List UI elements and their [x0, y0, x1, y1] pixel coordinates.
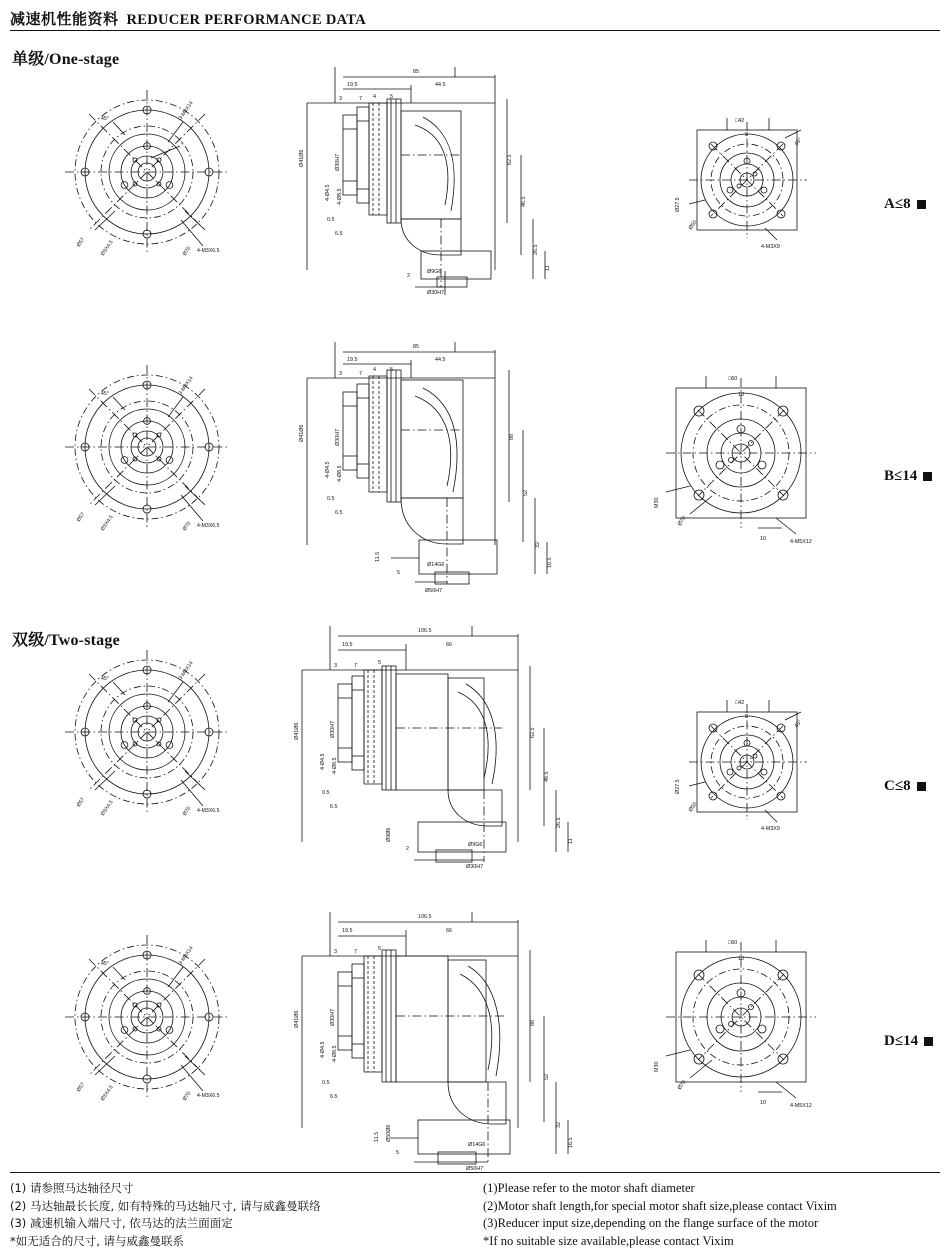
svg-text:11: 11	[545, 265, 551, 271]
svg-text:0.5: 0.5	[322, 1080, 330, 1086]
svg-text:4-Ø4.5: 4-Ø4.5	[325, 461, 331, 478]
drawing-row-b-rear-view	[650, 368, 850, 568]
svg-text:Ø57: Ø57	[75, 511, 87, 524]
footnote-en-1: (1)Please refer to the motor shaft diameter	[483, 1181, 695, 1195]
svg-text:3-M8X14: 3-M8X14	[177, 945, 195, 967]
svg-text:M30: M30	[654, 1061, 660, 1072]
svg-text:11.5: 11.5	[374, 1131, 380, 1142]
svg-text:Ø57: Ø57	[75, 236, 87, 249]
square-marker-icon	[923, 472, 932, 481]
svg-text:Ø70: Ø70	[181, 245, 193, 258]
svg-text:7: 7	[354, 663, 357, 669]
svg-text:32: 32	[556, 1122, 562, 1128]
svg-text:3: 3	[339, 96, 342, 102]
header-title-cn: 减速机性能资料	[10, 10, 119, 28]
footnote-en-4: *If no suitable size available,please contact Vixim	[483, 1233, 734, 1248]
svg-text:85: 85	[413, 69, 419, 75]
svg-text:5: 5	[396, 1150, 399, 1156]
svg-text:3: 3	[339, 371, 342, 377]
svg-text:45°: 45°	[101, 676, 109, 682]
svg-text:Ø3X4.5: Ø3X4.5	[99, 1084, 115, 1103]
section-label-two-stage: 双级/Two-stage	[12, 632, 120, 649]
square-marker-icon	[924, 1037, 933, 1046]
footnote-cn-2: (2) 马达轴最长长度, 如有特殊的马达轴尺寸, 请与威鑫曼联络	[10, 1198, 321, 1213]
svg-text:Ø41Ø6: Ø41Ø6	[299, 149, 305, 167]
svg-text:62.5: 62.5	[530, 727, 536, 738]
header-divider	[10, 30, 940, 31]
svg-text:Ø50H7: Ø50H7	[425, 588, 443, 594]
svg-text:□60: □60	[728, 940, 738, 946]
svg-text:Ø9G6: Ø9G6	[427, 269, 442, 275]
svg-text:4: 4	[373, 94, 376, 100]
svg-text:Ø30H7: Ø30H7	[427, 290, 445, 296]
svg-text:Ø14G6: Ø14G6	[468, 1142, 486, 1148]
drawing-row-a-front-view	[55, 80, 255, 290]
svg-text:10: 10	[760, 1100, 766, 1106]
svg-text:11.5: 11.5	[375, 551, 381, 562]
square-marker-icon	[917, 200, 926, 209]
svg-text:Ø70: Ø70	[181, 520, 193, 533]
drawing-row-b-side-view	[295, 330, 625, 620]
svg-text:52: 52	[544, 1074, 550, 1080]
header-title-en: REDUCER PERFORMANCE DATA	[126, 12, 366, 28]
svg-text:16.5: 16.5	[547, 557, 553, 568]
drawing-row-c-front-view	[55, 640, 255, 850]
svg-text:26.5: 26.5	[556, 817, 562, 828]
svg-text:Ø50: Ø50	[687, 801, 699, 814]
svg-text:6.5: 6.5	[335, 510, 343, 516]
row-tag-d	[884, 1033, 933, 1050]
svg-text:32: 32	[535, 542, 541, 548]
svg-text:3-M8X14: 3-M8X14	[177, 100, 195, 122]
svg-text:11: 11	[568, 838, 574, 844]
svg-text:Ø70: Ø70	[181, 1090, 193, 1103]
svg-text:19.5: 19.5	[342, 928, 353, 934]
svg-text:Ø50: Ø50	[687, 219, 699, 232]
footer-divider	[10, 1172, 940, 1173]
svg-text:Ø30H7: Ø30H7	[330, 1008, 336, 1026]
svg-text:Ø57: Ø57	[75, 796, 87, 809]
drawing-row-a-side-view	[295, 55, 615, 305]
svg-text:45°: 45°	[793, 719, 804, 730]
svg-text:0.5: 0.5	[322, 790, 330, 796]
svg-text:\: \	[181, 141, 183, 147]
svg-text:Ø27.5: Ø27.5	[675, 197, 681, 212]
svg-text:0.5: 0.5	[327, 496, 335, 502]
svg-text:Ø70: Ø70	[181, 805, 193, 818]
svg-text:0.5: 0.5	[327, 217, 335, 223]
svg-text:5: 5	[390, 94, 393, 100]
footnote-cn-4: *如无适合的尺寸, 请与威鑫曼联系	[10, 1233, 185, 1248]
svg-text:66: 66	[446, 642, 452, 648]
svg-text:7: 7	[359, 371, 362, 377]
drawing-row-c-side-view	[290, 612, 630, 882]
svg-text:4-Ø8.5: 4-Ø8.5	[337, 188, 343, 205]
svg-text:4-Ø8.5: 4-Ø8.5	[337, 465, 343, 482]
svg-text:3: 3	[334, 949, 337, 955]
svg-text:5: 5	[378, 946, 381, 952]
svg-text:4-M5X12: 4-M5X12	[790, 539, 812, 545]
svg-text:Ø3X4.5: Ø3X4.5	[99, 514, 115, 533]
svg-text:4-M3X6.5: 4-M3X6.5	[197, 808, 220, 814]
svg-text:46.5: 46.5	[544, 771, 550, 782]
svg-text:26.5: 26.5	[533, 244, 539, 255]
svg-text:88: 88	[509, 434, 515, 440]
row-tag-a-label: A≤8	[884, 196, 911, 212]
square-marker-icon	[917, 782, 926, 791]
svg-text:10: 10	[760, 536, 766, 542]
svg-text:6.5: 6.5	[330, 1094, 338, 1100]
svg-text:Ø30H7: Ø30H7	[335, 153, 341, 171]
svg-text:88: 88	[530, 1020, 536, 1026]
svg-text:4-M3X9: 4-M3X9	[761, 826, 780, 832]
svg-text:4-Ø4.5: 4-Ø4.5	[325, 184, 331, 201]
svg-text:62.5: 62.5	[507, 154, 513, 165]
svg-text:4-Ø8.5: 4-Ø8.5	[332, 1045, 338, 1062]
svg-text:4-M3X6.5: 4-M3X6.5	[197, 1093, 220, 1099]
drawing-row-d-front-view	[55, 925, 255, 1135]
svg-text:Ø70: Ø70	[676, 515, 688, 528]
svg-text:7: 7	[354, 949, 357, 955]
footnotes-cn	[10, 1180, 475, 1250]
svg-text:4-M3X6.5: 4-M3X6.5	[197, 523, 220, 529]
svg-text:Ø3X4.5: Ø3X4.5	[99, 799, 115, 818]
svg-text:44.5: 44.5	[435, 82, 446, 88]
svg-text:45°: 45°	[101, 116, 109, 122]
page-header	[10, 8, 940, 29]
row-tag-a	[884, 196, 926, 213]
svg-text:5: 5	[397, 570, 400, 576]
footnotes	[10, 1180, 940, 1250]
drawing-row-a-rear-view	[665, 108, 835, 268]
svg-text:Ø27.5: Ø27.5	[675, 779, 681, 794]
svg-text:19.5: 19.5	[347, 357, 358, 363]
svg-text:Ø70: Ø70	[676, 1079, 688, 1092]
svg-text:19.5: 19.5	[347, 82, 358, 88]
svg-text:2: 2	[406, 846, 409, 852]
drawing-row-d-rear-view	[650, 932, 850, 1132]
footnote-cn-1: (1) 请参照马达轴径尺寸	[10, 1181, 134, 1195]
svg-text:Ø57: Ø57	[75, 1081, 87, 1094]
svg-text:Ø9Ø6: Ø9Ø6	[386, 827, 392, 842]
svg-text:106.5: 106.5	[418, 914, 432, 920]
footnotes-en	[475, 1180, 940, 1250]
svg-text:4-M3X6.5: 4-M3X6.5	[197, 248, 220, 254]
svg-text:6.5: 6.5	[335, 231, 343, 237]
row-tag-b-label: B≤14	[884, 468, 918, 484]
svg-text:4-M3X9: 4-M3X9	[761, 244, 780, 250]
svg-text:M30: M30	[654, 497, 660, 508]
svg-text:4-Ø4.5: 4-Ø4.5	[320, 1041, 326, 1058]
svg-text:19.5: 19.5	[342, 642, 353, 648]
svg-text:66: 66	[446, 928, 452, 934]
svg-text:45°: 45°	[101, 961, 109, 967]
svg-text:Ø30H7: Ø30H7	[466, 864, 484, 870]
svg-text:46.5: 46.5	[521, 196, 527, 207]
svg-text:Ø50Ø6: Ø50Ø6	[386, 1124, 392, 1142]
drawing-row-c-rear-view	[665, 690, 835, 850]
drawing-row-b-front-view	[55, 355, 255, 565]
svg-text:Ø41Ø6: Ø41Ø6	[294, 722, 300, 740]
svg-text:Ø3X4.5: Ø3X4.5	[99, 239, 115, 258]
svg-text:8: 8	[745, 714, 748, 720]
svg-text:2: 2	[407, 273, 410, 279]
svg-text:85: 85	[413, 344, 419, 350]
footnote-cn-3: (3) 减速机输入端尺寸, 依马达的法兰面面定	[10, 1216, 233, 1230]
svg-text:3-M8X14: 3-M8X14	[177, 375, 195, 397]
svg-text:44.5: 44.5	[435, 357, 446, 363]
svg-text:16.5: 16.5	[568, 1137, 574, 1148]
svg-text:Ø14G6: Ø14G6	[427, 562, 445, 568]
svg-text:Ø9G6: Ø9G6	[468, 842, 483, 848]
svg-text:Ø41Ø6: Ø41Ø6	[294, 1010, 300, 1028]
svg-text:Ø30H7: Ø30H7	[335, 428, 341, 446]
svg-text:Ø30H7: Ø30H7	[330, 720, 336, 738]
svg-text:4-Ø8.5: 4-Ø8.5	[332, 757, 338, 774]
svg-text:3: 3	[334, 663, 337, 669]
svg-text:5: 5	[378, 660, 381, 666]
section-label-one-stage: 单级/One-stage	[12, 51, 120, 68]
row-tag-d-label: D≤14	[884, 1033, 919, 1049]
svg-text:106.5: 106.5	[418, 628, 432, 634]
svg-text:3-M8X14: 3-M8X14	[177, 660, 195, 682]
footnote-en-2: (2)Motor shaft length,for special motor shaft size,please contact Vixim	[483, 1198, 837, 1213]
svg-text:8: 8	[745, 132, 748, 138]
svg-text:45°: 45°	[793, 137, 804, 148]
svg-text:7: 7	[359, 96, 362, 102]
svg-text:45°: 45°	[101, 391, 109, 397]
svg-text:□42: □42	[735, 118, 745, 124]
svg-text:4-Ø4.5: 4-Ø4.5	[320, 753, 326, 770]
svg-text:10: 10	[738, 392, 744, 398]
svg-text:5: 5	[390, 367, 393, 373]
row-tag-b	[884, 468, 932, 485]
row-tag-c	[884, 778, 926, 795]
svg-text:□42: □42	[735, 700, 745, 706]
svg-text:4: 4	[373, 367, 376, 373]
svg-text:4-M5X12: 4-M5X12	[790, 1103, 812, 1109]
svg-text:Ø50H7: Ø50H7	[466, 1166, 484, 1172]
svg-text:□60: □60	[728, 376, 738, 382]
row-tag-c-label: C≤8	[884, 778, 911, 794]
svg-text:Ø41Ø6: Ø41Ø6	[299, 424, 305, 442]
svg-text:10: 10	[738, 956, 744, 962]
drawing-row-d-side-view	[290, 898, 630, 1188]
footnote-en-3: (3)Reducer input size,depending on the flange surface of the motor	[483, 1216, 819, 1230]
svg-text:6.5: 6.5	[330, 804, 338, 810]
svg-text:52: 52	[523, 490, 529, 496]
